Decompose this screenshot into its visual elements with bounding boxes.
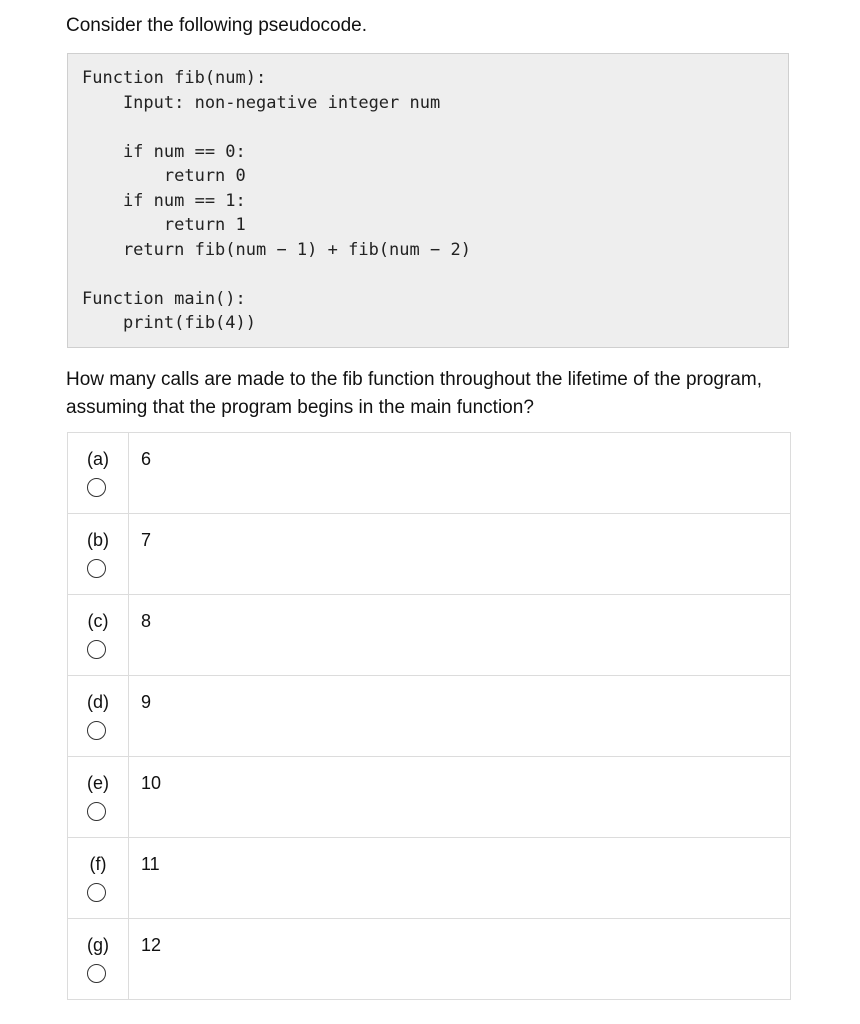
- code-line: if num == 0:: [82, 142, 246, 162]
- option-row-c: [68, 595, 791, 676]
- option-letter: (a): [87, 449, 109, 469]
- option-letter: (f): [89, 854, 107, 874]
- option-row-d: [68, 676, 791, 757]
- option-letter: (b): [87, 530, 109, 550]
- radio-option-c[interactable]: [87, 640, 106, 659]
- code-line: Input: non-negative integer num: [82, 93, 441, 113]
- option-value: 11: [141, 854, 160, 874]
- code-line: if num == 1:: [82, 191, 246, 211]
- option-letter: (c): [87, 611, 109, 631]
- code-line: return 0: [82, 166, 246, 186]
- option-value: 7: [141, 530, 152, 550]
- option-row-e: [68, 757, 791, 838]
- option-value: 12: [141, 935, 162, 955]
- option-row-f: [68, 838, 791, 919]
- question-text: How many calls are made to the fib function throughout the lifetime of the program, assuming that the program begins in the main function?: [66, 369, 762, 418]
- option-value: 9: [141, 692, 152, 712]
- intro-text: Consider the following pseudocode.: [66, 15, 368, 36]
- option-value: 8: [141, 611, 152, 631]
- radio-option-f[interactable]: [87, 883, 106, 902]
- code-line: return 1: [82, 215, 246, 235]
- code-line: Function fib(num):: [82, 68, 267, 88]
- option-letter: (d): [87, 692, 109, 712]
- answer-options: [67, 432, 791, 1000]
- radio-option-g[interactable]: [87, 964, 106, 983]
- option-letter: (g): [87, 935, 109, 955]
- option-value: 10: [141, 773, 162, 793]
- option-letter: (e): [87, 773, 109, 793]
- code-line: print(fib(4)): [82, 313, 256, 333]
- code-line: Function main():: [82, 289, 246, 309]
- code-line: return fib(num − 1) + fib(num − 2): [82, 240, 471, 260]
- option-value: 6: [141, 449, 152, 469]
- pseudocode-block: [67, 53, 789, 348]
- option-row-a: [68, 433, 791, 514]
- radio-option-e[interactable]: [87, 802, 106, 821]
- option-row-b: [68, 514, 791, 595]
- radio-option-b[interactable]: [87, 559, 106, 578]
- radio-option-a[interactable]: [87, 478, 106, 497]
- radio-option-d[interactable]: [87, 721, 106, 740]
- option-row-g: [68, 919, 791, 1000]
